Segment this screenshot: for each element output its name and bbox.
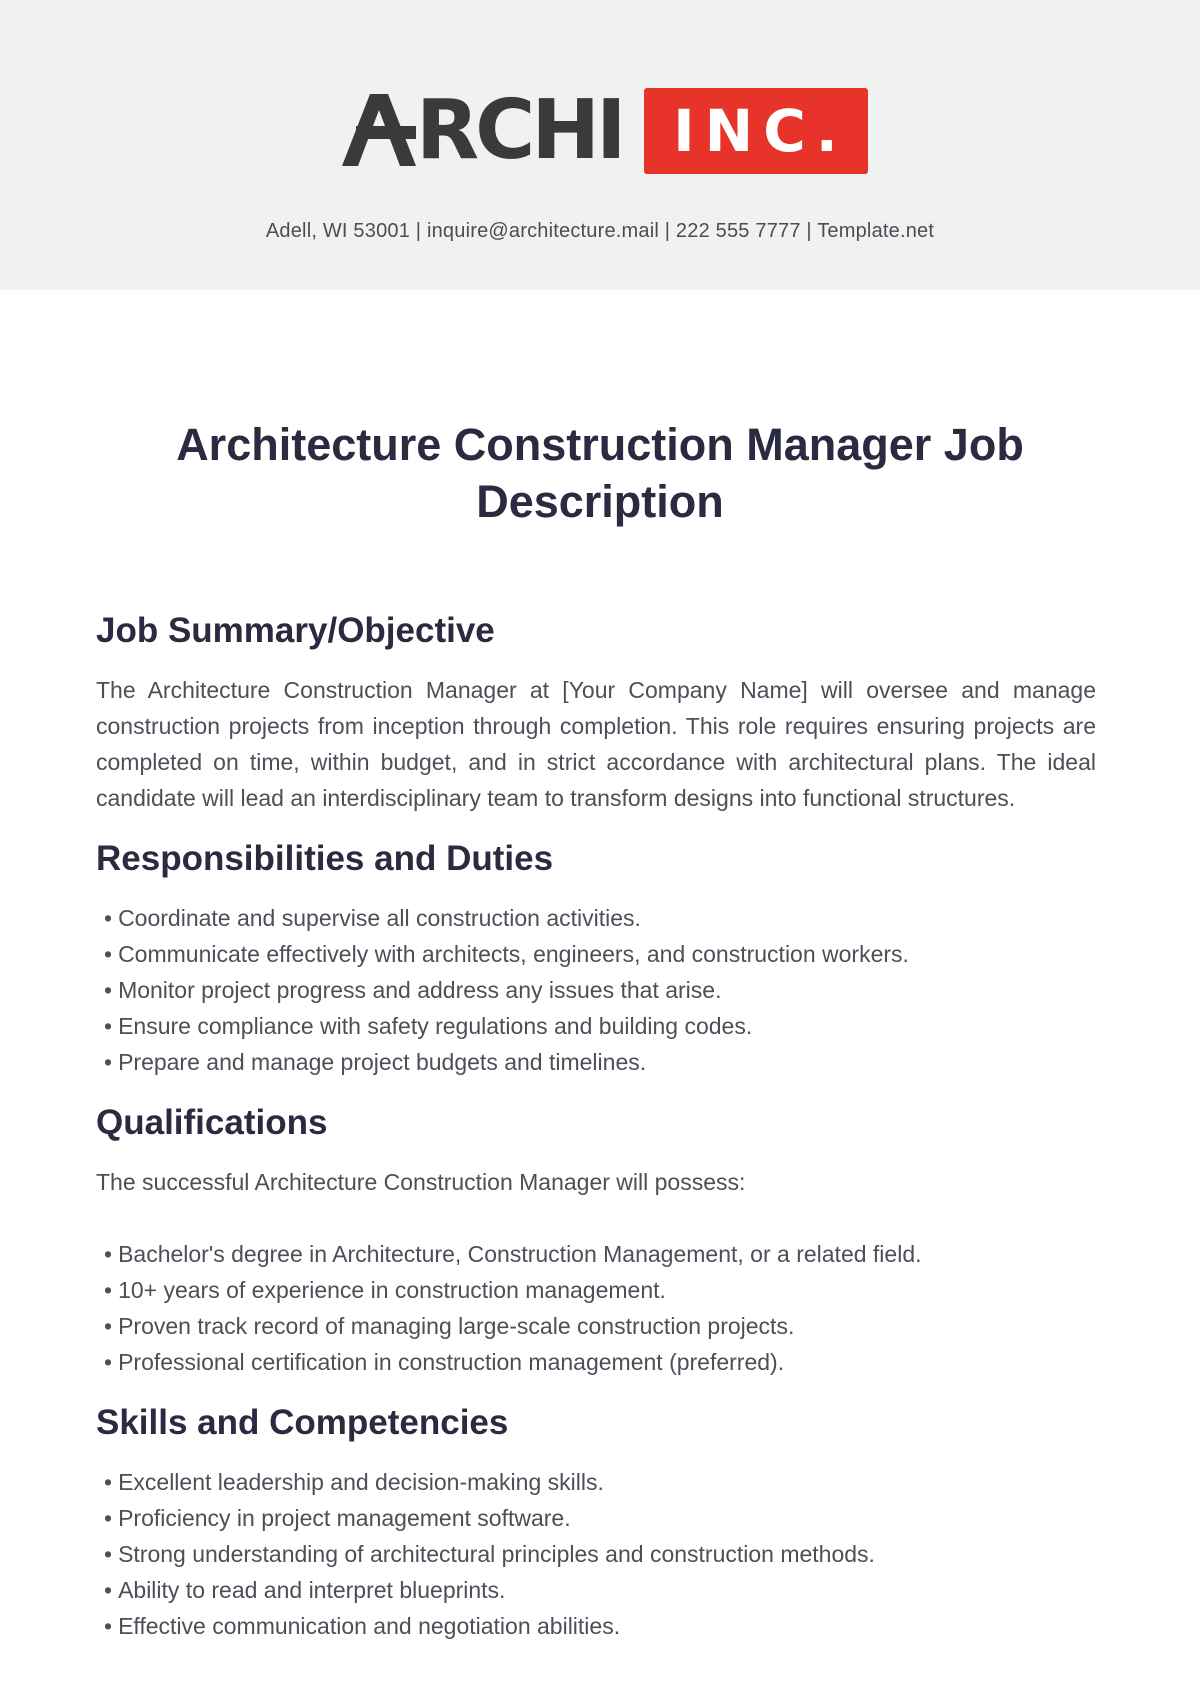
- list-item: • Professional certification in construction management (preferred).: [96, 1344, 1096, 1380]
- list-item: • Prepare and manage project budgets and timelines.: [96, 1044, 1096, 1080]
- section-intro: The successful Architecture Construction Manager will possess:: [96, 1169, 746, 1195]
- section-heading: Responsibilities and Duties: [96, 839, 554, 878]
- bullet-list: [96, 1236, 1096, 1380]
- section-paragraph: The Architecture Construction Manager at [Your Company Name] will oversee and manage construction projects from inception through completion. This role requires ensuring projects are completed on time, within budget, and in strict accordance with architectural plans. The ideal candidate will lead an interdisciplinary team to transform designs into functional structures.: [96, 677, 1096, 811]
- list-item: • Proficiency in project management software.: [96, 1500, 1096, 1536]
- logo-stylized-a: [342, 88, 418, 174]
- list-item: • Proven track record of managing large-scale construction projects.: [96, 1308, 1096, 1344]
- logo-wordmark: [342, 83, 623, 178]
- list-item: • Ability to read and interpret blueprints.: [96, 1572, 1096, 1608]
- list-item: • Monitor project progress and address any issues that arise.: [96, 972, 1096, 1008]
- list-item: • Excellent leadership and decision-making skills.: [96, 1464, 1096, 1500]
- section-heading: Skills and Competencies: [96, 1403, 509, 1442]
- bullet-list: [96, 1464, 1096, 1644]
- document-title: Architecture Construction Manager Job Description: [176, 419, 1024, 527]
- section-responsibilities: [96, 838, 1096, 1080]
- list-item: • Communicate effectively with architects, engineers, and construction workers.: [96, 936, 1096, 972]
- list-item: • Effective communication and negotiation abilities.: [96, 1608, 1096, 1644]
- list-item: • Coordinate and supervise all construction activities.: [96, 900, 1096, 936]
- bullet-list: [96, 900, 1096, 1080]
- list-item: • Bachelor's degree in Architecture, Construction Management, or a related field.: [96, 1236, 1096, 1272]
- section-qualifications: [96, 1102, 1096, 1380]
- list-item: • Strong understanding of architectural principles and construction methods.: [96, 1536, 1096, 1572]
- section-skills: [96, 1402, 1096, 1644]
- list-item: • Ensure compliance with safety regulations and building codes.: [96, 1008, 1096, 1044]
- logo-word-rest: RCHI: [416, 83, 623, 178]
- letterhead-header: [0, 0, 1200, 290]
- company-logo: [342, 83, 868, 178]
- section-job-summary: [96, 610, 1096, 816]
- list-item: • 10+ years of experience in construction management.: [96, 1272, 1096, 1308]
- contact-line: Adell, WI 53001 | inquire@architecture.mail | 222 555 7777 | Template.net: [265, 220, 935, 242]
- section-heading: Job Summary/Objective: [96, 611, 495, 650]
- logo-badge: INC.: [644, 88, 868, 174]
- section-heading: Qualifications: [96, 1103, 328, 1142]
- document-body: [96, 610, 1096, 1644]
- logo-a-mark: [342, 88, 418, 174]
